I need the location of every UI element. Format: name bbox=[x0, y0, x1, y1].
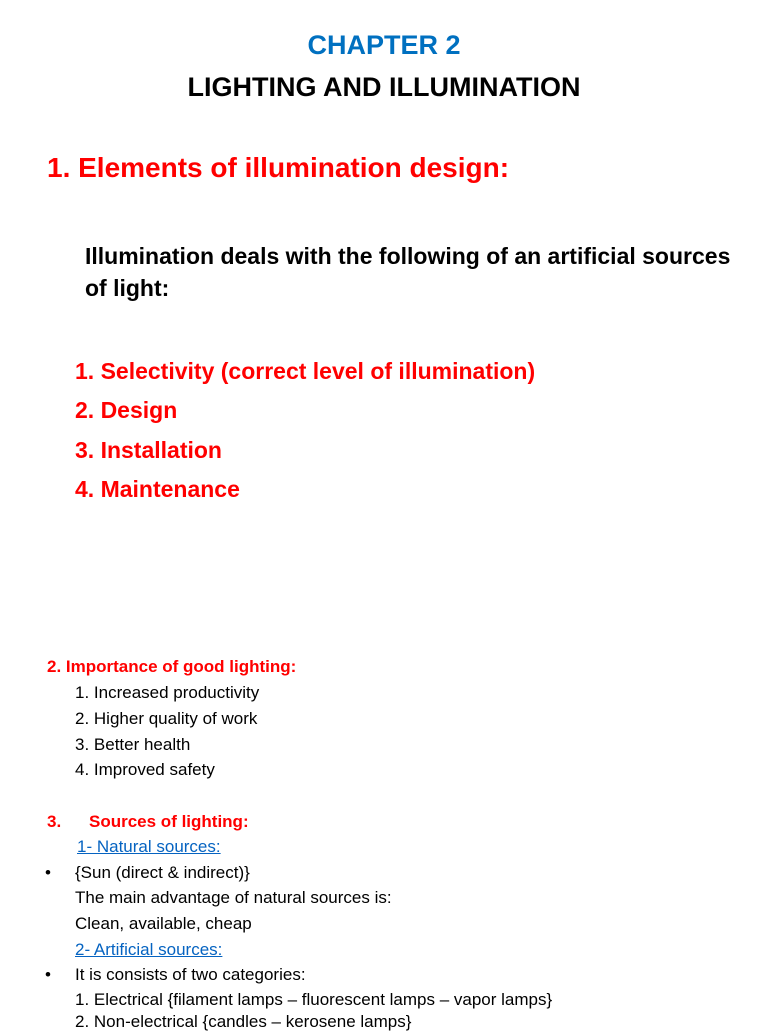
section2-item: 2. Higher quality of work bbox=[75, 709, 258, 728]
bullet-icon: • bbox=[45, 965, 51, 984]
section1-item: 1. Selectivity (correct level of illumination) bbox=[75, 358, 536, 384]
artificial-sources-link[interactable]: 2- Artificial sources: bbox=[75, 940, 223, 959]
section2-item: 1. Increased productivity bbox=[75, 683, 260, 702]
section1-item: 2. Design bbox=[75, 397, 178, 423]
bullet-icon: • bbox=[45, 863, 51, 882]
natural-line: Clean, available, cheap bbox=[75, 914, 252, 933]
section2-heading: 2. Importance of good lighting: bbox=[47, 657, 297, 676]
section2-item: 3. Better health bbox=[75, 735, 191, 754]
section3-heading: Sources of lighting: bbox=[89, 812, 249, 831]
artificial-line: 2. Non-electrical {candles – kerosene lamps} bbox=[75, 1012, 412, 1031]
section2-item: 4. Improved safety bbox=[75, 760, 215, 779]
chapter-heading: CHAPTER 2 bbox=[307, 30, 461, 60]
section3-number: 3. bbox=[47, 812, 62, 831]
natural-sources-link[interactable]: 1- Natural sources: bbox=[77, 837, 221, 856]
section1-intro: Illumination deals with the following of an artificial sources of light: bbox=[85, 243, 731, 301]
natural-line: The main advantage of natural sources is: bbox=[75, 888, 392, 907]
section1-item: 4. Maintenance bbox=[75, 476, 240, 502]
natural-line: {Sun (direct & indirect)} bbox=[75, 863, 250, 882]
artificial-line: It is consists of two categories: bbox=[75, 965, 306, 984]
section1-item: 3. Installation bbox=[75, 437, 222, 463]
section1-heading: 1. Elements of illumination design: bbox=[47, 152, 510, 183]
page-title: LIGHTING AND ILLUMINATION bbox=[187, 72, 581, 102]
artificial-line: 1. Electrical {filament lamps – fluorescent lamps – vapor lamps} bbox=[75, 990, 553, 1009]
